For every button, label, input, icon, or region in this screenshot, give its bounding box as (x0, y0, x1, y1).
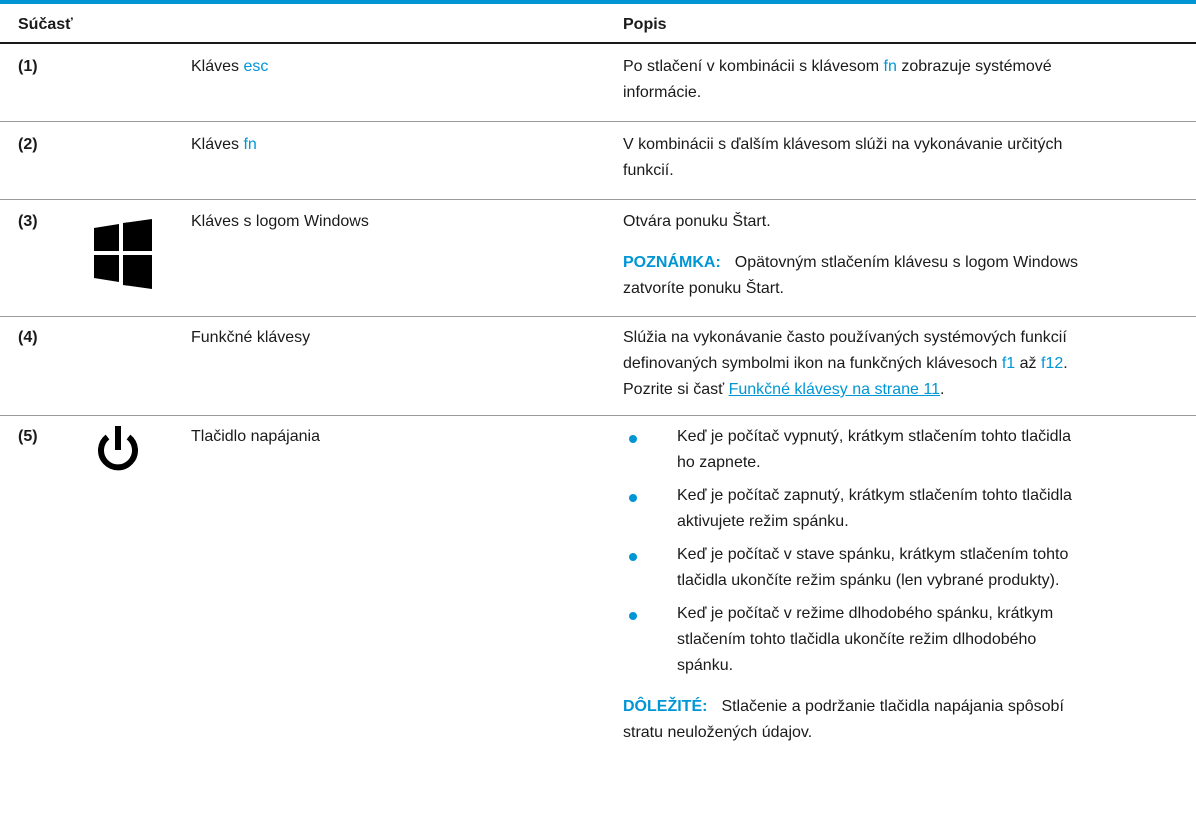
bullet-icon (629, 494, 637, 502)
key-name: fn (243, 136, 257, 153)
row-number: (4) (18, 329, 38, 346)
bullet-line: spánku. (677, 657, 734, 674)
bullet-line: Keď je počítač v režime dlhodobého spánku, krátkym (677, 605, 1054, 622)
bullet-icon (629, 435, 637, 443)
power-icon (95, 424, 141, 474)
key-name: f12 (1041, 355, 1064, 372)
key-name: f1 (1001, 355, 1016, 372)
important-line: DÔLEŽITÉ: Stlačenie a podržanie tlačidla napájania spôsobí (623, 698, 1064, 715)
row-number: (2) (18, 136, 38, 153)
bullet-line: tlačidla ukončíte režim spánku (len vybrané produkty). (677, 572, 1060, 589)
bullet-line: Keď je počítač vypnutý, krátkym stlačením tohto tlačidla (677, 428, 1072, 445)
component-name: Kláves s logom Windows (191, 213, 369, 230)
row-number: (3) (18, 213, 38, 230)
bullet-line: Keď je počítač zapnutý, krátkym stlačením tohto tlačidla (677, 487, 1072, 504)
bullet-icon (629, 612, 637, 620)
description-line: Po stlačení v kombinácii s klávesom fn zobrazuje systémové (623, 58, 1052, 75)
row-divider (0, 415, 1196, 416)
windows-logo-icon (94, 219, 152, 289)
description-line: Pozrite si časť Funkčné klávesy na strane 11. (623, 381, 945, 398)
row-divider (0, 199, 1196, 200)
component-name: Tlačidlo napájania (191, 428, 320, 445)
top-accent-rule (0, 0, 1196, 4)
note-label: POZNÁMKA: (623, 254, 721, 271)
description-line: informácie. (623, 84, 702, 101)
component-name: Funkčné klávesy (191, 329, 311, 346)
bullet-icon (629, 553, 637, 561)
description-line: V kombinácii s ďalším klávesom slúži na vykonávanie určitých (623, 136, 1063, 153)
description-line: Slúžia na vykonávanie často používaných systémových funkcií (623, 329, 1067, 346)
component-name: Kláves esc (191, 58, 269, 75)
note-line: POZNÁMKA: Opätovným stlačením klávesu s logom Windows (623, 254, 1079, 271)
row-divider (0, 121, 1196, 122)
bullet-line: Keď je počítač v stave spánku, krátkym stlačením tohto (677, 546, 1069, 563)
bullet-line: aktivujete režim spánku. (677, 513, 849, 530)
row-number: (1) (18, 58, 38, 75)
component-name: Kláves fn (191, 136, 257, 153)
description-line: funkcií. (623, 162, 674, 179)
row-number: (5) (18, 428, 38, 445)
cross-reference-link[interactable]: Funkčné klávesy na strane 11 (728, 381, 940, 398)
key-name: esc (243, 58, 269, 75)
description-line: Otvára ponuku Štart. (623, 213, 771, 230)
bullet-line: ho zapnete. (677, 454, 761, 471)
key-name: fn (883, 58, 897, 75)
description-line: definovaných symbolmi ikon na funkčných klávesoch f1 až f12. (623, 355, 1068, 372)
important-line: stratu neuložených údajov. (623, 724, 813, 741)
bullet-line: stlačením tohto tlačidla ukončíte režim dlhodobého (677, 631, 1037, 648)
column-header-description: Popis (623, 16, 667, 33)
note-line: zatvoríte ponuku Štart. (623, 280, 784, 297)
header-rule (0, 42, 1196, 44)
column-header-component: Súčasť (18, 16, 73, 33)
row-divider (0, 316, 1196, 317)
important-label: DÔLEŽITÉ: (623, 698, 708, 715)
